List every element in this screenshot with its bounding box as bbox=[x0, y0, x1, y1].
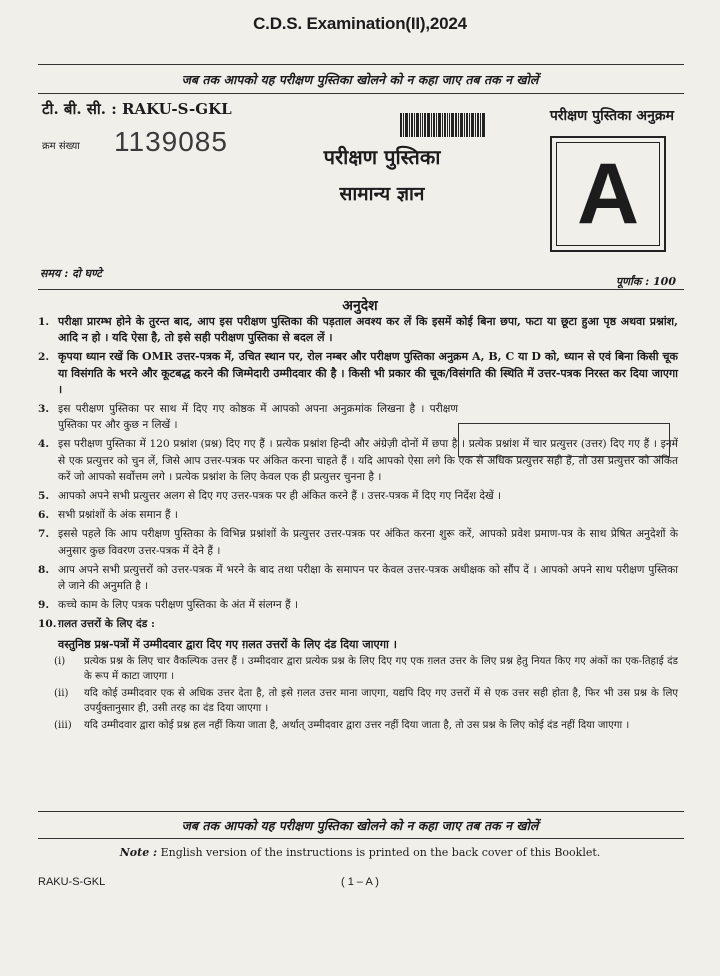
bottom-rule bbox=[38, 838, 684, 839]
maximum-marks: पूर्णांक : 100 bbox=[615, 275, 676, 288]
instruction-item: 2. कृपया ध्यान रखें कि OMR उत्तर-पत्रक में, उचित स्थान पर, रोल नम्बर और परीक्षण पुस्तिका अनुक्रम A, B, C या D को, ध्यान से एवं बिना किसी चूक या विसंगति के भरने और कूटबद्ध करने की जिम्मेदारी उम्मीदवार की है । किसी भी प्रकार की चूक/विसंगति की स्थिति में उत्तर-पत्रक निरस्त कर दिया जाएगा । bbox=[38, 350, 678, 396]
bottom-banner: जब तक आपको यह परीक्षण पुस्तिका खोलने को न कहा जाए तब तक न खोलें bbox=[181, 818, 539, 833]
penalty-item: (i) प्रत्येक प्रश्न के लिए चार वैकल्पिक उत्तर हैं । उम्मीदवार द्वारा प्रत्येक प्रश्न के लिए दिए गए एक ग़लत उत्तर के लिए प्रश्न हेतु नियत किए गए अंकों का एक-तिहाई दंड के रूप में काटा जाएगा । bbox=[54, 655, 678, 682]
penalty-item: (iii) यदि उम्मीदवार द्वारा कोई प्रश्न हल नहीं किया जाता है, अर्थात् उम्मीदवार द्वारा उत्तर नहीं दिया जाता है, तो उस प्रश्न के लिए कोई दंड नहीं दिया जाएगा । bbox=[54, 719, 630, 731]
instruction-item: 6. सभी प्रश्नांशों के अंक समान हैं । bbox=[38, 509, 178, 522]
instructions-heading: अनुदेश bbox=[342, 298, 378, 314]
barcode-icon bbox=[400, 113, 486, 137]
note-label: Note : bbox=[119, 846, 158, 859]
instruction-item: 3. इस परीक्षण पुस्तिका पर साथ में दिए गए कोष्ठक में आपको अपना अनुक्रमांक लिखना है । परीक्षण पुस्तिका पर और कुछ न लिखें । bbox=[38, 403, 458, 432]
top-rule bbox=[38, 64, 684, 65]
bottom-rule-top bbox=[38, 811, 684, 812]
english-version-note bbox=[0, 846, 720, 859]
series-letter: A bbox=[556, 142, 660, 246]
note-text: English version of the instructions is printed on the back cover of this Booklet. bbox=[160, 846, 601, 859]
instruction-item: 8. आप अपने सभी प्रत्युत्तरों को उत्तर-पत्रक में भरने के बाद तथा परीक्षा के समापन पर केवल उत्तर-पत्रक अधीक्षक को सौंप दें । आपको अपने साथ परीक्षण पुस्तिका ले जाने की अनुमति है । bbox=[38, 563, 678, 593]
footer-booklet-code: RAKU-S-GKL bbox=[38, 876, 106, 888]
penalty-heading: वस्तुनिष्ठ प्रश्न-पत्रों में उम्मीदवार द्वारा दिए गए ग़लत उत्तरों के लिए दंड दिया जाएगा । bbox=[58, 636, 398, 651]
instructions-list bbox=[38, 314, 678, 735]
booklet-subject: सामान्य ज्ञान bbox=[339, 183, 425, 205]
serial-number-label: क्रम संख्या bbox=[42, 141, 80, 152]
banner-rule bbox=[38, 93, 684, 94]
booklet-title: परीक्षण पुस्तिका bbox=[323, 145, 441, 169]
series-letter-box bbox=[550, 136, 666, 252]
series-code: टी. बी. सी. : RAKU-S-GKL bbox=[42, 100, 232, 118]
instruction-item: 9. कच्चे काम के लिए पत्रक परीक्षण पुस्तिका के अंत में संलग्न हैं । bbox=[38, 599, 298, 612]
instruction-item: 10. ग़लत उत्तरों के लिए दंड : bbox=[38, 618, 155, 631]
exam-title: C.D.S. Examination(II),2024 bbox=[253, 14, 467, 33]
time-allowed: समय : दो घण्टे bbox=[40, 267, 102, 280]
top-banner: जब तक आपको यह परीक्षण पुस्तिका खोलने को न कहा जाए तब तक न खोलें bbox=[181, 72, 539, 87]
page-number: ( 1 – A ) bbox=[341, 876, 379, 888]
roll-number-box[interactable] bbox=[458, 423, 670, 457]
instruction-item: 4. इस परीक्षण पुस्तिका में 120 प्रश्नांश (प्रश्न) दिए गए हैं । प्रत्येक प्रश्नांश हिन्दी और अंग्रेज़ी दोनों में छपा है । प्रत्येक प्रश्नांश में चार प्रत्युत्तर (उत्तर) दिए गए हैं । इनमें से एक प्रत्युत्तर को चुन लें, जिसे आप उत्तर-पत्रक पर अंकित करना चाहते हैं । यदि आपको ऐसा लगे कि एक से अधिक प्रत्युत्तर सही हैं, तो उस प्रत्युत्तर को अंकित करें जो आपको सर्वोत्तम लगे । प्रत्येक प्रश्नांश के लिए केवल एक ही प्रत्युत्तर चुनना है । bbox=[38, 438, 678, 483]
time-rule bbox=[38, 289, 684, 290]
instruction-item: 7. इससे पहले कि आप परीक्षण पुस्तिका के विभिन्न प्रश्नांशों के प्रत्युत्तर उत्तर-पत्रक पर अंकित करना शुरू करें, आपको प्रवेश प्रमाण-पत्र के साथ प्रेषित अनुदेशों के अनुसार कुछ विवरण उत्तर-पत्रक में देने हैं । bbox=[38, 528, 678, 557]
serial-number: 1139085 bbox=[114, 126, 228, 157]
instruction-item: 1. परीक्षा प्रारम्भ होने के तुरन्त बाद, आप इस परीक्षण पुस्तिका की पड़ताल अवश्य कर लें कि इसमें कोई बिना छपा, फटा या छूटा हुआ पृष्ठ अथवा प्रश्नांश, आदि न हो । यदि ऐसा है, तो इसे सही परीक्षण पुस्तिका से बदल लें । bbox=[38, 315, 678, 345]
penalty-item: (ii) यदि कोई उम्मीदवार एक से अधिक उत्तर देता है, तो इसे ग़लत उत्तर माना जाएगा, यद्यपि दिए गए उत्तरों में से एक उत्तर सही होता है, फिर भी उस प्रश्न के लिए उपर्युक्तानुसार ही, उसी तरह का दंड दिया जाएगा । bbox=[54, 687, 678, 714]
booklet-series-label: परीक्षण पुस्तिका अनुक्रम bbox=[549, 108, 674, 124]
instruction-item: 5. आपको अपने सभी प्रत्युत्तर अलग से दिए गए उत्तर-पत्रक पर ही अंकित करने हैं । उत्तर-पत्रक में दिए गए निर्देश देखें । bbox=[38, 490, 502, 503]
